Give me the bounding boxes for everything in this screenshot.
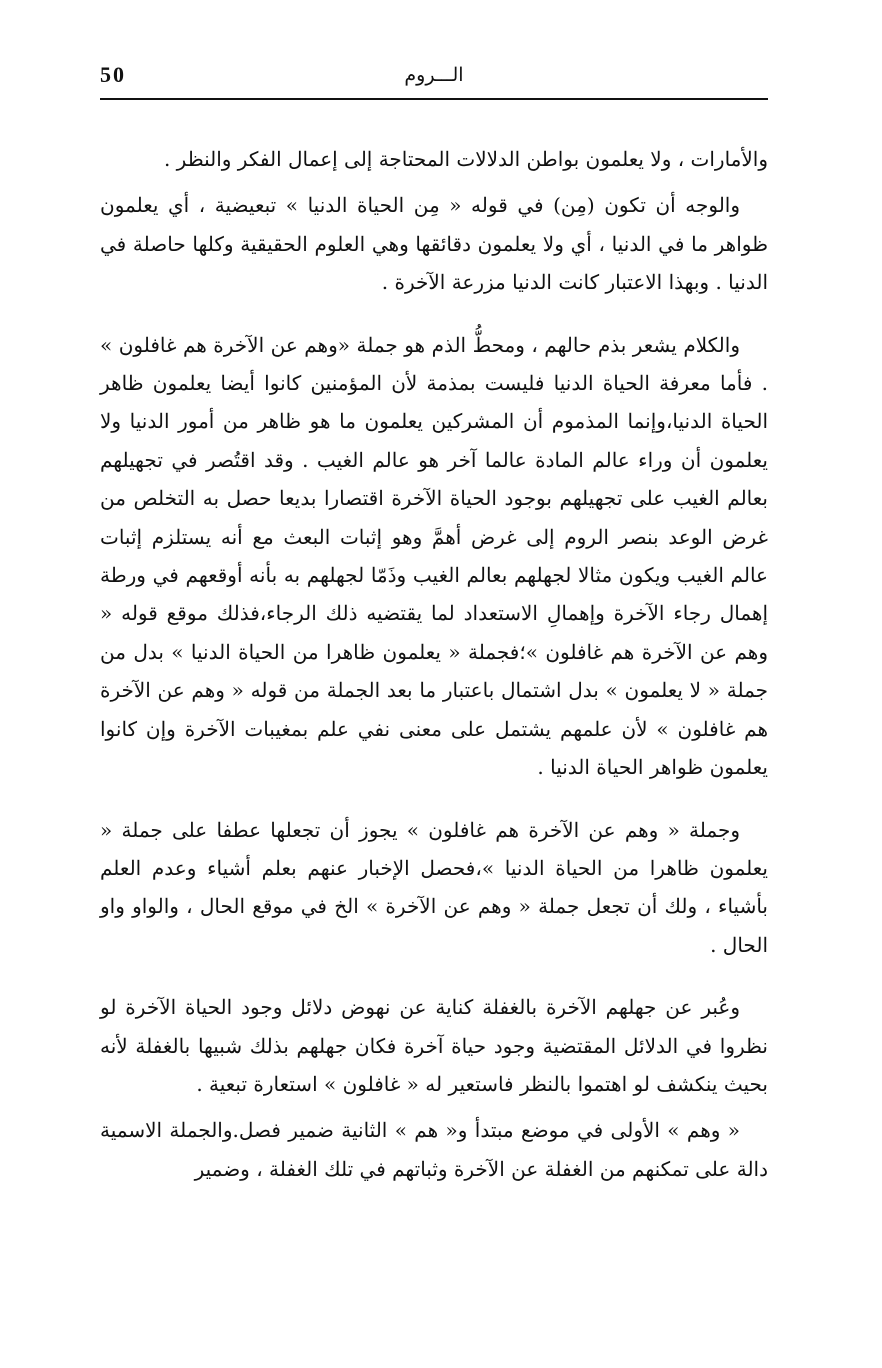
paragraph-2: والوجه أن تكون (مِن) في قوله « مِن الحياة الدنيا » تبعيضية ، أي يعلمون ظواهر ما في الدنيا ، أي ولا يعلمون دقائقها وهي العلوم الحقيقية وكلها حاصلة في الدنيا . وبهذا الاعتبار كانت الدنيا مزرعة الآخرة . — [100, 193, 768, 295]
running-title: الـــروم — [404, 64, 464, 86]
paragraph-4: وجملة « وهم عن الآخرة هم غافلون » يجوز أن تجعلها عطفا على جملة « يعلمون ظاهرا من الحياة الدنيا »،فحصل الإخبار عنهم بعلم أشياء وعدم العلم بأشياء ، ولك أن تجعل جملة « وهم عن الآخرة » الخ في موقع الحال ، والواو واو الحال . — [100, 817, 768, 957]
paragraph-3: والكلام يشعر بذم حالهم ، ومحطُّ الذم هو جملة «وهم عن الآخرة هم غافلون » . فأما معرفة الحياة الدنيا فليست بمذمة لأن المؤمنين كانوا أيضا يعلمون ظاهر الحياة الدنيا،وإنما المذموم أن المشركين يعلمون ما هو ظاهر من أمور الدنيا ولا يعلمون أن وراء عالم المادة عالما آخر هو عالم الغيب . وقد اقتُصر في تجهيلهم بعالم الغيب على تجهيلهم بوجود الحياة الآخرة اقتصارا بديعا حصل به التخلص من غرض الوعد بنصر الروم إلى غرض أهمَّ وهو إثبات البعث مع أنه يستلزم إثبات عالم الغيب ويكون مثالا لجهلهم بعالم الغيب وذَمّا لجهلهم به بأنه أوقعهم في ورطة إهمال رجاء الآخرة وإهمالِ الاستعداد لما يقتضيه ذلك الرجاء،فذلك موقع قوله « وهم عن الآخرة هم غافلون »؛فجملة « يعلمون ظاهرا من الحياة الدنيا » بدل من جملة « لا يعلمون » بدل اشتمال باعتبار ما بعد الجملة من قوله « وهم عن الآخرة هم غافلون » لأن علمهم يشتمل على معنى نفي علم بمغيبات الآخرة وإن كانوا يعلمون ظواهر الحياة الدنيا . — [100, 332, 768, 780]
paragraph-6: « وهم » الأولى في موضع مبتدأ و« هم » الثانية ضمير فصل.والجملة الاسمية دالة على تمكنهم من الغفلة عن الآخرة وثباتهم في تلك الغفلة ، وضمير — [100, 1118, 768, 1181]
page-number: 50 — [100, 62, 126, 87]
paragraph-5: وعُبر عن جهلهم الآخرة بالغفلة كناية عن نهوض دلائل وجود الحياة الآخرة لو نظروا في الدلائل المقتضية وجود حياة آخرة فكان جهلهم بذلك شبيها بالغفلة لأنه بحيث ينكشف لو اهتموا بالنظر فاستعير له « غافلون » استعارة تبعية . — [100, 995, 768, 1096]
paragraph-1: والأمارات ، ولا يعلمون بواطن الدلالات المحتاجة إلى إعمال الفكر والنظر . — [163, 147, 768, 171]
page-header — [100, 58, 768, 98]
page-body — [100, 140, 768, 1188]
header-rule — [100, 98, 768, 100]
